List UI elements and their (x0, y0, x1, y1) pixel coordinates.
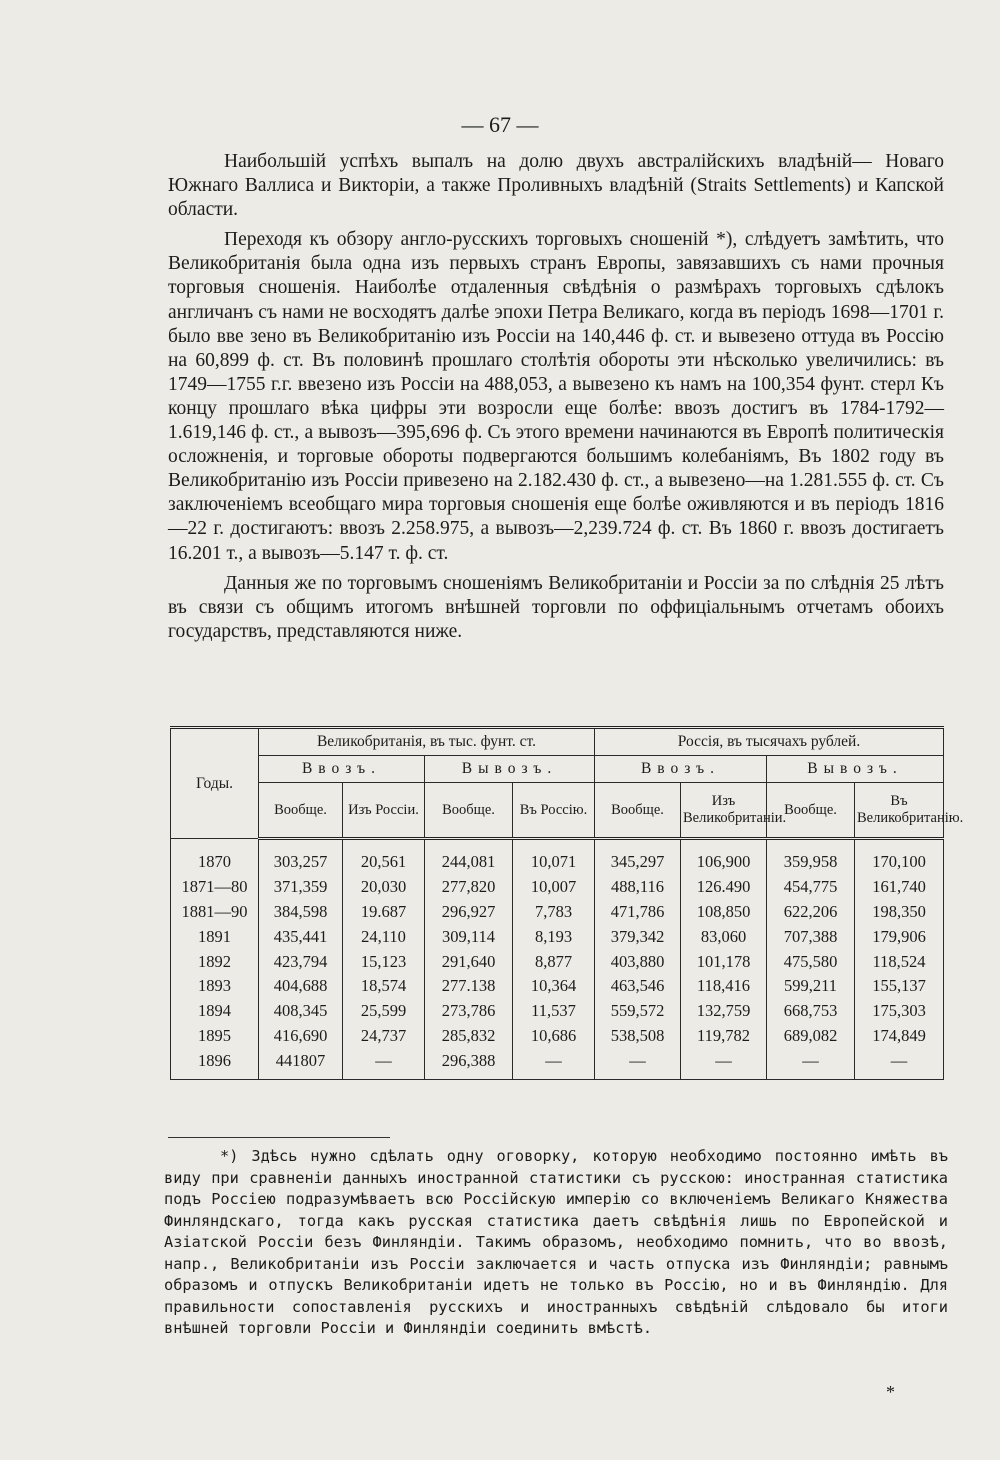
value-cell: — (681, 1048, 767, 1079)
value-cell: 155,137 (855, 974, 944, 999)
value-cell: 273,786 (425, 999, 513, 1024)
value-cell: 7,783 (513, 900, 595, 925)
value-cell: 198,350 (855, 900, 944, 925)
gb-import-from-russia-header: Изъ Россіи. (343, 783, 425, 839)
value-cell: 161,740 (855, 875, 944, 900)
value-cell: 108,850 (681, 900, 767, 925)
value-cell: 10,364 (513, 974, 595, 999)
years-header: Годы. (171, 728, 259, 839)
year-cell: 1871—80 (171, 875, 259, 900)
value-cell: 379,342 (595, 924, 681, 949)
year-cell: 1881—90 (171, 900, 259, 925)
value-cell: 244,081 (425, 850, 513, 875)
table-row (171, 875, 944, 900)
gb-header: Великобританія, въ тыс. фунт. ст. (259, 728, 595, 756)
value-cell: 11,537 (513, 999, 595, 1024)
table-row (171, 1024, 944, 1049)
value-cell: — (595, 1048, 681, 1079)
value-cell: 285,832 (425, 1024, 513, 1049)
table-row (171, 900, 944, 925)
value-cell: 179,906 (855, 924, 944, 949)
value-cell: 404,688 (259, 974, 343, 999)
value-cell: 599,211 (767, 974, 855, 999)
year-cell: 1892 (171, 949, 259, 974)
gb-export-header: Вывозъ. (425, 756, 595, 783)
value-cell: 83,060 (681, 924, 767, 949)
table-row (171, 999, 944, 1024)
value-cell: 538,508 (595, 1024, 681, 1049)
ru-export-total-header: Вообще. (767, 783, 855, 839)
value-cell: 441807 (259, 1048, 343, 1079)
value-cell: 423,794 (259, 949, 343, 974)
value-cell: 174,849 (855, 1024, 944, 1049)
value-cell: 471,786 (595, 900, 681, 925)
value-cell: 132,759 (681, 999, 767, 1024)
ru-import-total-header: Вообще. (595, 783, 681, 839)
footnote-divider (168, 1137, 390, 1138)
gb-import-total-header: Вообще. (259, 783, 343, 839)
value-cell: 8,193 (513, 924, 595, 949)
value-cell: 25,599 (343, 999, 425, 1024)
table-row (171, 974, 944, 999)
value-cell: 19.687 (343, 900, 425, 925)
trade-statistics-table (170, 726, 964, 1080)
value-cell: 345,297 (595, 850, 681, 875)
value-cell: 24,110 (343, 924, 425, 949)
value-cell: 10,007 (513, 875, 595, 900)
value-cell: 20,561 (343, 850, 425, 875)
body-text (168, 150, 944, 644)
year-cell: 1891 (171, 924, 259, 949)
year-cell: 1893 (171, 974, 259, 999)
value-cell: 8,877 (513, 949, 595, 974)
year-cell: 1895 (171, 1024, 259, 1049)
value-cell: 435,441 (259, 924, 343, 949)
ru-export-header: Вывозъ. (767, 756, 944, 783)
paragraph-3: Данныя же по торговымъ сношеніямъ Великобританіи и Россіи за по слѣднія 25 лѣтъ въ связи съ общимъ итогомъ внѣшней торговли по оффиціальнымъ отчетамъ обоихъ государствъ, представляются ниже. (168, 572, 944, 642)
value-cell: 175,303 (855, 999, 944, 1024)
value-cell: — (855, 1048, 944, 1079)
value-cell: — (343, 1048, 425, 1079)
gb-export-to-russia-header: Въ Россію. (513, 783, 595, 839)
value-cell: 559,572 (595, 999, 681, 1024)
value-cell: 277,820 (425, 875, 513, 900)
value-cell: 291,640 (425, 949, 513, 974)
value-cell: 118,524 (855, 949, 944, 974)
value-cell: 18,574 (343, 974, 425, 999)
table-row (171, 850, 944, 875)
page-number: — 67 — (461, 112, 539, 137)
ru-import-from-gb-header: Изъ Великобританіи. (681, 783, 767, 839)
value-cell: 106,900 (681, 850, 767, 875)
value-cell: 668,753 (767, 999, 855, 1024)
value-cell: 24,737 (343, 1024, 425, 1049)
signature-mark: * (886, 1382, 895, 1402)
russia-header: Россія, въ тысячахъ рублей. (595, 728, 944, 756)
value-cell: 371,359 (259, 875, 343, 900)
value-cell: 118,416 (681, 974, 767, 999)
value-cell: 463,546 (595, 974, 681, 999)
year-cell: 1870 (171, 850, 259, 875)
value-cell: 475,580 (767, 949, 855, 974)
gb-import-header: Ввозъ. (259, 756, 425, 783)
value-cell: 277.138 (425, 974, 513, 999)
value-cell: 454,775 (767, 875, 855, 900)
value-cell: 622,206 (767, 900, 855, 925)
value-cell: 126.490 (681, 875, 767, 900)
paragraph-2: Переходя къ обзору англо-русскихъ торговыхъ сношеній *), слѣдуетъ замѣтить, что Великобританія была одна изъ первыхъ странъ Европы, завязавшихъ съ нами прочныя торговыя сношенія. Наиболѣе отдаленныя свѣдѣнія о размѣрахъ торговыхъ сдѣлокъ англичанъ съ нами не восходятъ далѣе эпохи Петра Великаго, когда въ періодъ 1698—1701 г. было вве зено въ Великобританію изъ Россіи на 140,446 ф. ст. и вывезено оттуда въ Россію на 60,899 ф. ст. Въ половинѣ прошлаго столѣтія обороты эти нѣсколько увеличились: въ 1749—1755 г.г. ввезено изъ Россіи на 488,053, а вывезено къ намъ на 100,354 фунт. стерл Къ концу прошлаго вѣка цифры эти возросли еще болѣе: ввозъ достигъ въ 1784-1792—1.619,146 ф. ст., а вывозъ—395,696 ф. Съ этого времени начинаются въ Европѣ политическія осложненія, и торговые обороты подвергаются большимъ колебаніямъ, Въ 1802 году въ Великобританію изъ Россіи привезено на 2.182.430 ф. ст., а вывезено—на 1.281.555 ф. ст. Съ заключеніемъ всеобщаго мира торговыя сношенія еще болѣе оживляются и въ періодъ 1816—22 г. достигаютъ: ввозъ 2.258.975, а вывозъ—2,239.724 ф. ст. Въ 1860 г. ввозъ достигаетъ 16.201 т., а вывозъ—5.147 т. ф. ст. (168, 229, 944, 564)
table-row (171, 924, 944, 949)
value-cell: 303,257 (259, 850, 343, 875)
value-cell: 296,388 (425, 1048, 513, 1079)
value-cell: 384,598 (259, 900, 343, 925)
value-cell: — (767, 1048, 855, 1079)
value-cell: 10,071 (513, 850, 595, 875)
value-cell: 488,116 (595, 875, 681, 900)
year-cell: 1896 (171, 1048, 259, 1079)
value-cell: 20,030 (343, 875, 425, 900)
value-cell: — (513, 1048, 595, 1079)
value-cell: 309,114 (425, 924, 513, 949)
value-cell: 15,123 (343, 949, 425, 974)
value-cell: 296,927 (425, 900, 513, 925)
paragraph-1: Наибольшій успѣхъ выпалъ на долю двухъ австралійскихъ владѣній— Новаго Южнаго Валлиса и Викторіи, а также Проливныхъ владѣній (Straits Settlements) и Капской области. (168, 151, 944, 221)
ru-import-header: Ввозъ. (595, 756, 767, 783)
value-cell: 170,100 (855, 850, 944, 875)
ru-export-to-gb-header: Въ Великобританію. (855, 783, 944, 839)
value-cell: 403,880 (595, 949, 681, 974)
gb-export-total-header: Вообще. (425, 783, 513, 839)
table-row (171, 1048, 944, 1079)
footnote: *) Здѣсь нужно сдѣлать одну оговорку, которую необходимо постоянно имѣть въ виду при сравненіи данныхъ иностранной статистики съ русскою: иностранная статистика подъ Россіею подразумѣваетъ всю Россійскую имперію со включеніемъ Великаго Княжества Финляндскаго, тогда какъ русская статистика даетъ свѣдѣнія лишь по Европейской и Азіатской Россіи безъ Финляндіи. Такимъ образомъ, необходимо помнить, что во ввозѣ, напр., Великобританіи изъ Россіи заключается и часть отпуска изъ Финляндіи; равнымъ образомъ и отпускъ Великобританіи идетъ не только въ Россію, но и въ Финляндію. Для правильности сопоставленія русскихъ и иностранныхъ свѣдѣній слѣдовало бы итоги внѣшней торговли Россіи и Финляндіи соединить вмѣстѣ. (164, 1147, 948, 1337)
value-cell: 707,388 (767, 924, 855, 949)
value-cell: 359,958 (767, 850, 855, 875)
value-cell: 101,178 (681, 949, 767, 974)
table-row (171, 949, 944, 974)
value-cell: 408,345 (259, 999, 343, 1024)
value-cell: 119,782 (681, 1024, 767, 1049)
value-cell: 689,082 (767, 1024, 855, 1049)
value-cell: 10,686 (513, 1024, 595, 1049)
value-cell: 416,690 (259, 1024, 343, 1049)
year-cell: 1894 (171, 999, 259, 1024)
